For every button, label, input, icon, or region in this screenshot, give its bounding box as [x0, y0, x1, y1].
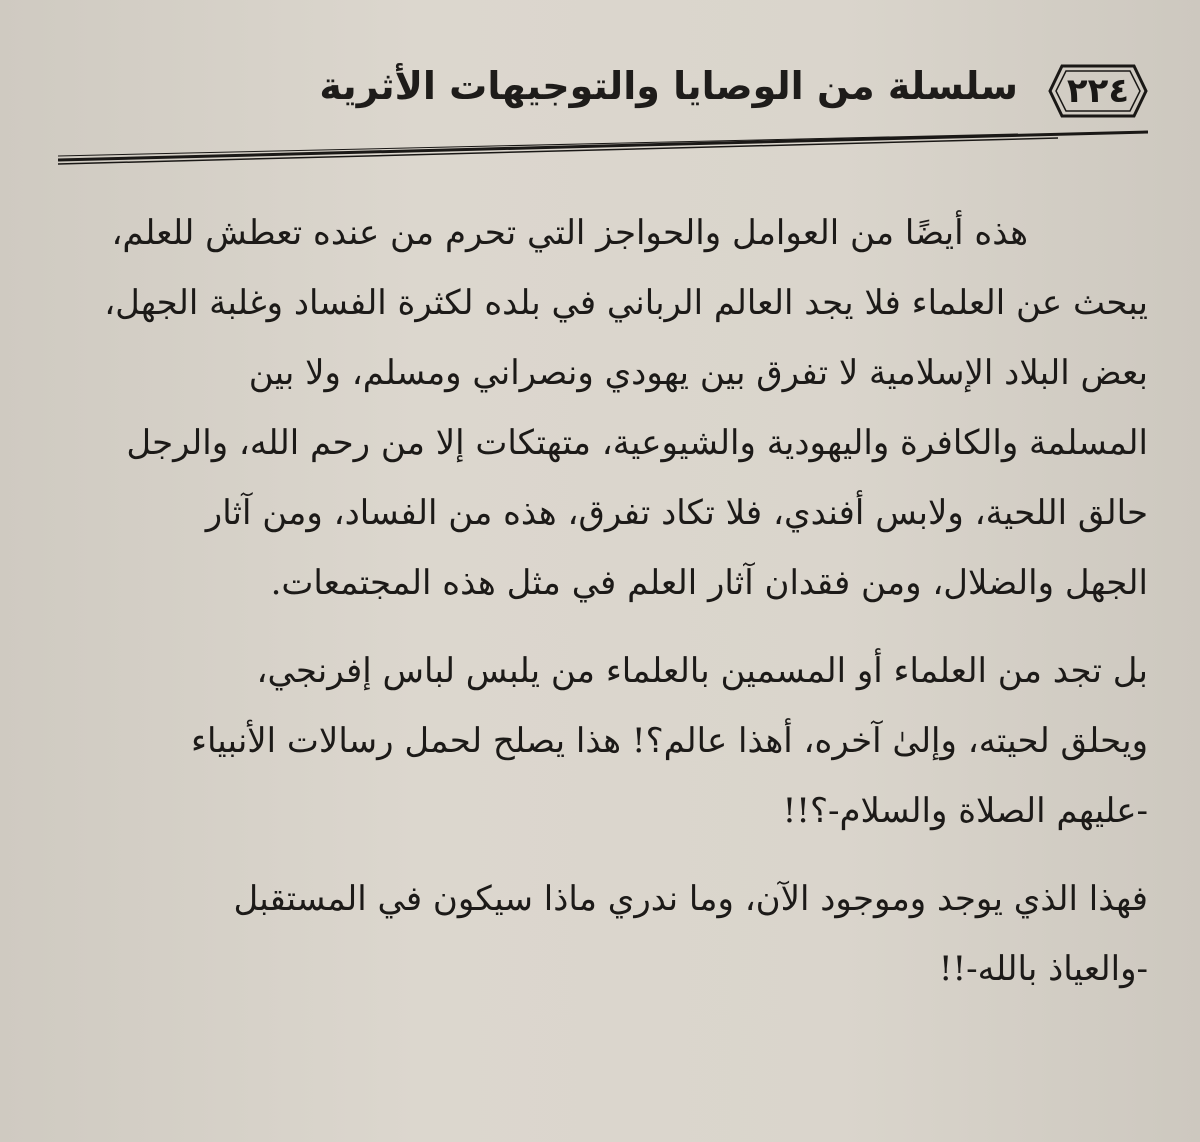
paragraph-2	[52, 636, 1148, 846]
text-line: -والعياذ بالله-!!	[938, 949, 1148, 989]
page-number: ٢٢٤	[1066, 71, 1130, 111]
running-title: سلسلة من الوصايا والتوجيهات الأثرية	[319, 64, 1018, 108]
text-line: فهذا الذي يوجد وموجود الآن، وما ندري ماذا سيكون في المستقبل	[233, 879, 1148, 919]
text-line: المسلمة والكافرة واليهودية والشيوعية، متهتكات إلا من رحم الله، والرجل	[126, 423, 1148, 463]
text-line: هذه أيضًا من العوامل والحواجز التي تحرم من عنده تعطش للعلم،	[111, 213, 1028, 253]
text-line: بعض البلاد الإسلامية لا تفرق بين يهودي ونصراني ومسلم، ولا بين	[248, 353, 1148, 393]
text-line: -عليهم الصلاة والسلام-؟!!	[782, 791, 1148, 831]
text-line: بل تجد من العلماء أو المسمين بالعلماء من يلبس لباس إفرنجي،	[256, 651, 1148, 691]
header-rule	[58, 126, 1148, 166]
text-line: يبحث عن العلماء فلا يجد العالم الرباني في بلده لكثرة الفساد وغلبة الجهل،	[104, 283, 1148, 323]
paragraph-1	[52, 198, 1148, 618]
body-text	[52, 198, 1148, 1022]
page-header	[58, 56, 1148, 166]
paragraph-3	[52, 864, 1148, 1004]
page-number-badge	[1048, 62, 1148, 120]
text-line: حالق اللحية، ولابس أفندي، فلا تكاد تفرق، هذه من الفساد، ومن آثار	[205, 493, 1148, 533]
text-line: الجهل والضلال، ومن فقدان آثار العلم في مثل هذه المجتمعات.	[270, 563, 1148, 603]
text-line: ويحلق لحيته، وإلىٰ آخره، أهذا عالم؟! هذا يصلح لحمل رسالات الأنبياء	[190, 721, 1148, 761]
